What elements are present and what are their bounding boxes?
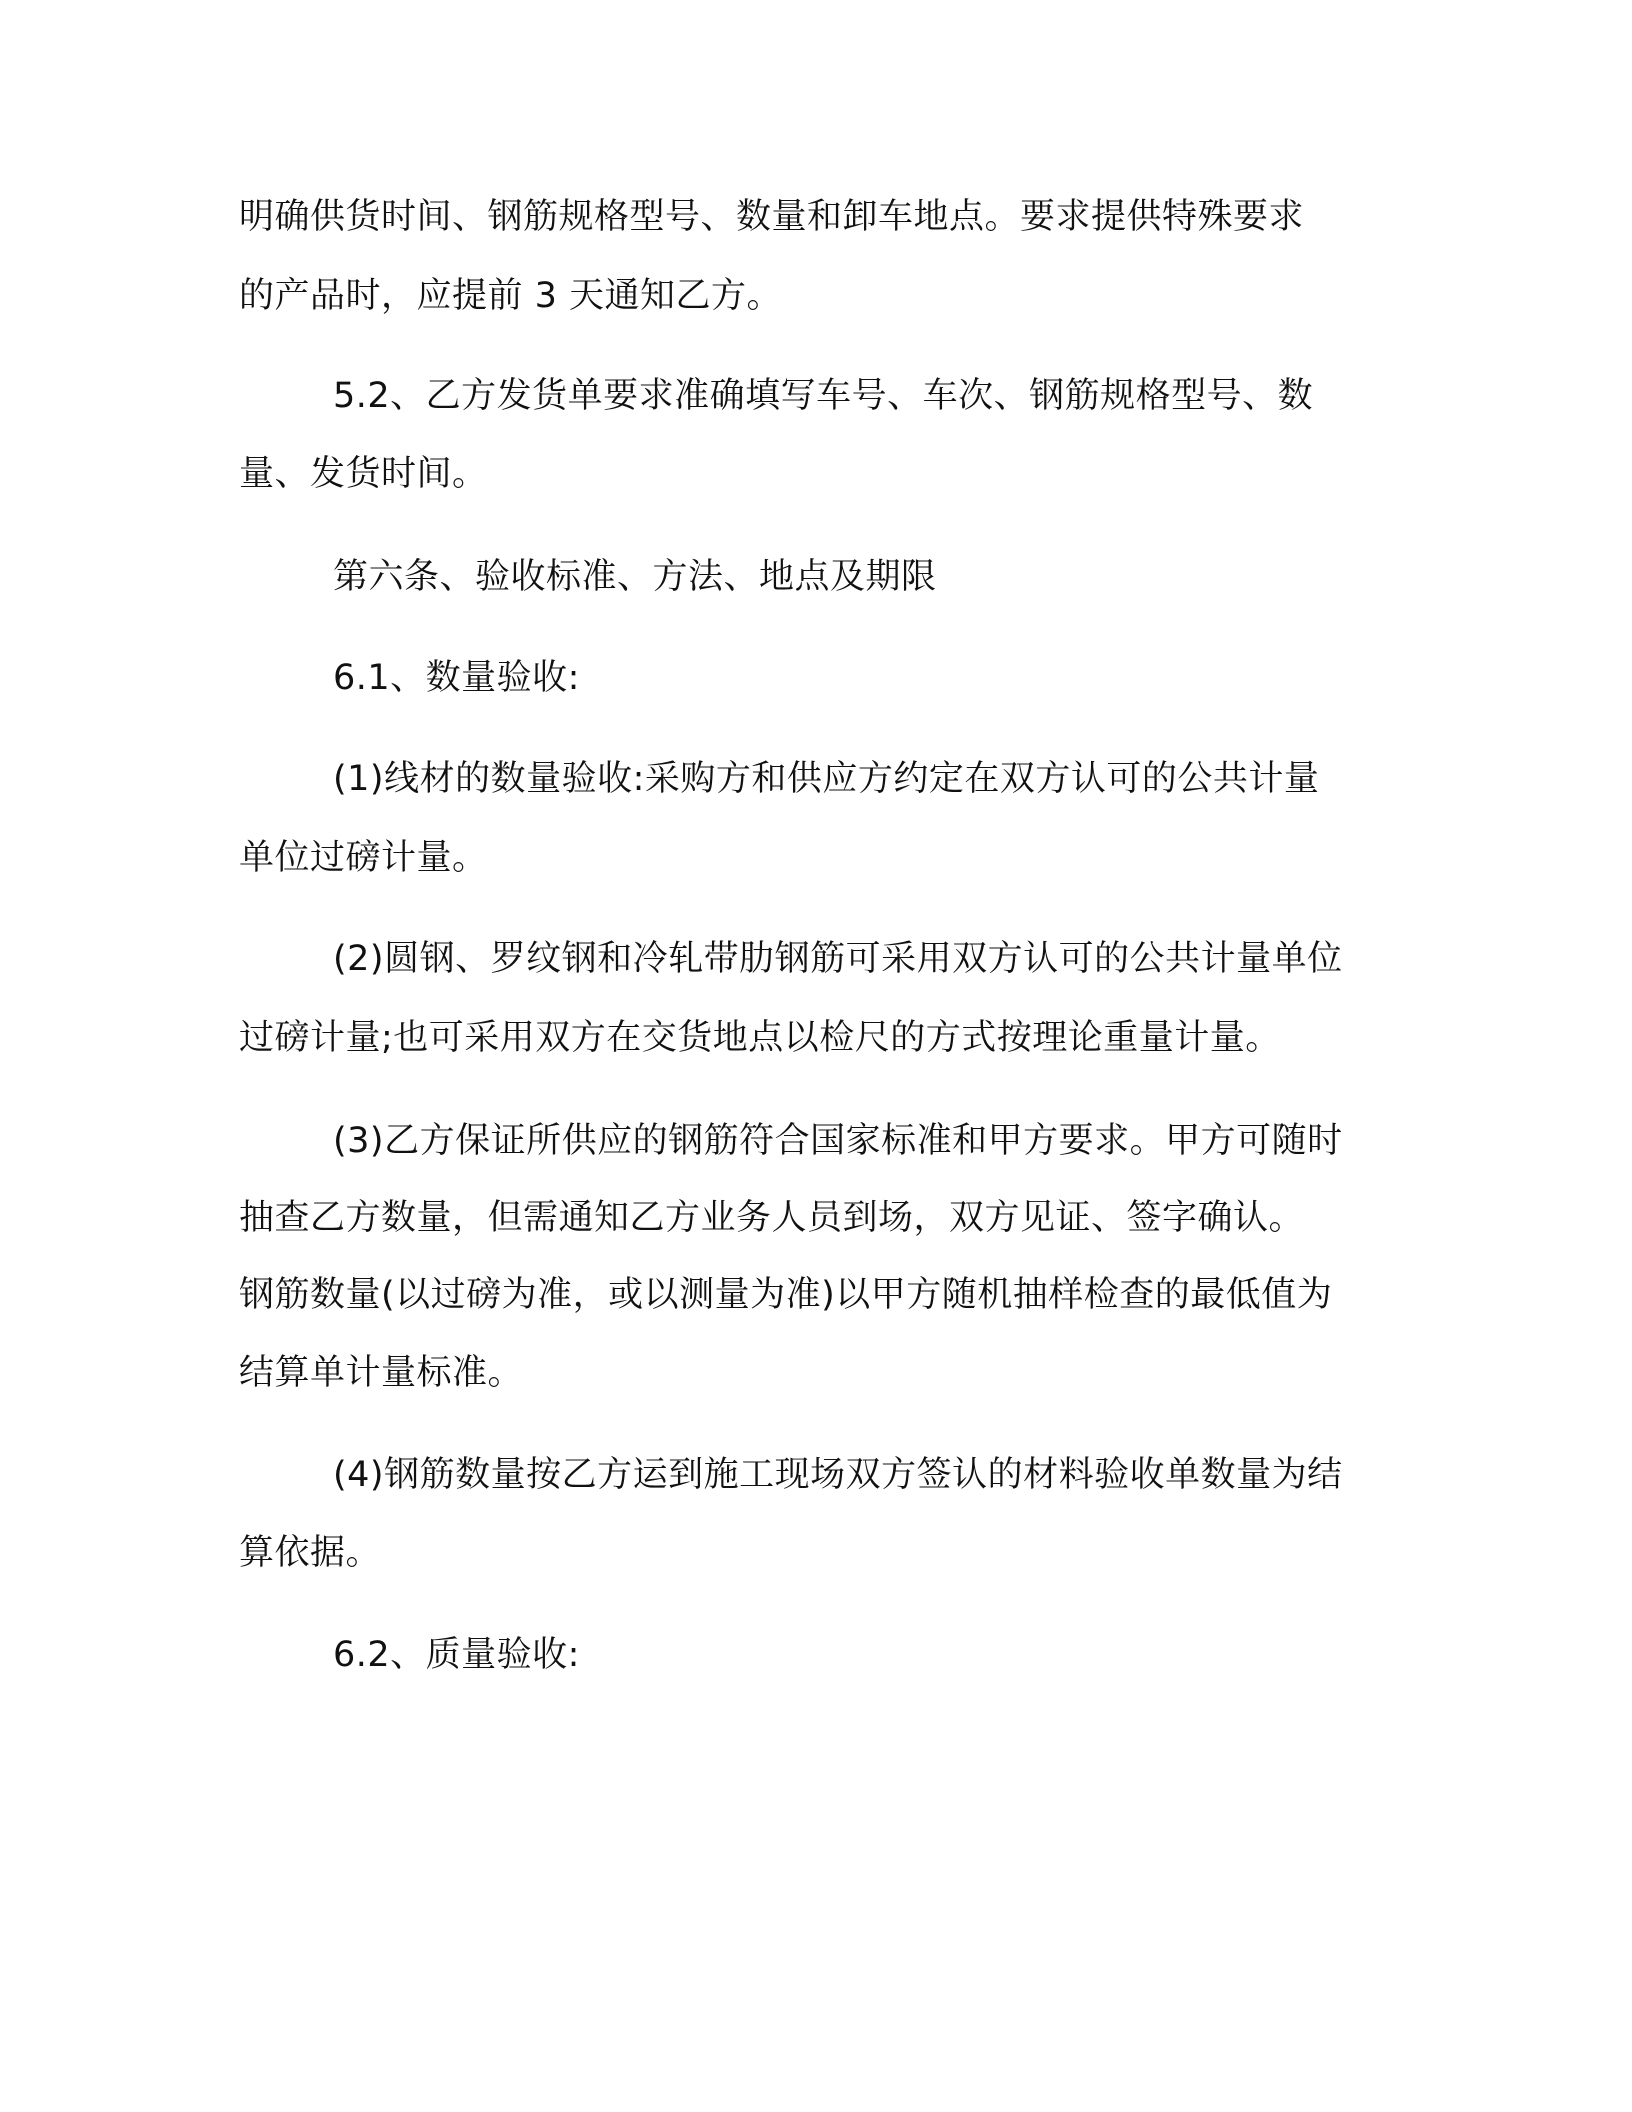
item-1: (1)线材的数量验收:采购方和供应方约定在双方认可的公共计量 [333,759,1320,799]
item-4: (4)钢筋数量按乙方运到施工现场双方签认的材料验收单数量为结 [333,1455,1343,1495]
text-line: 算依据。 [239,1533,382,1573]
text-line: 结算单计量标准。 [239,1353,524,1393]
item-2: (2)圆钢、罗纹钢和冷轧带肋钢筋可采用双方认可的公共计量单位 [333,939,1343,979]
text-line: 单位过磅计量。 [239,838,488,878]
text-line: 过磅计量;也可采用双方在交货地点以检尺的方式按理论重量计量。 [239,1018,1281,1058]
article-six-heading: 第六条、验收标准、方法、地点及期限 [333,557,937,597]
text-line: 明确供货时间、钢筋规格型号、数量和卸车地点。要求提供特殊要求 [239,197,1305,237]
text-line: 抽查乙方数量，但需通知乙方业务人员到场，双方见证、签字确认。 [239,1198,1305,1238]
item-3: (3)乙方保证所供应的钢筋符合国家标准和甲方要求。甲方可随时 [333,1121,1343,1161]
clause-5-2: 5.2、乙方发货单要求准确填写车号、车次、钢筋规格型号、数 [333,376,1314,416]
text-line: 的产品时，应提前 3 天通知乙方。 [239,276,783,316]
text-line: 钢筋数量(以过磅为准，或以测量为准)以甲方随机抽样检查的最低值为 [239,1275,1333,1315]
text-line: 量、发货时间。 [239,454,488,494]
clause-6-2-heading: 6.2、质量验收: [333,1635,580,1675]
clause-6-1-heading: 6.1、数量验收: [333,658,580,698]
